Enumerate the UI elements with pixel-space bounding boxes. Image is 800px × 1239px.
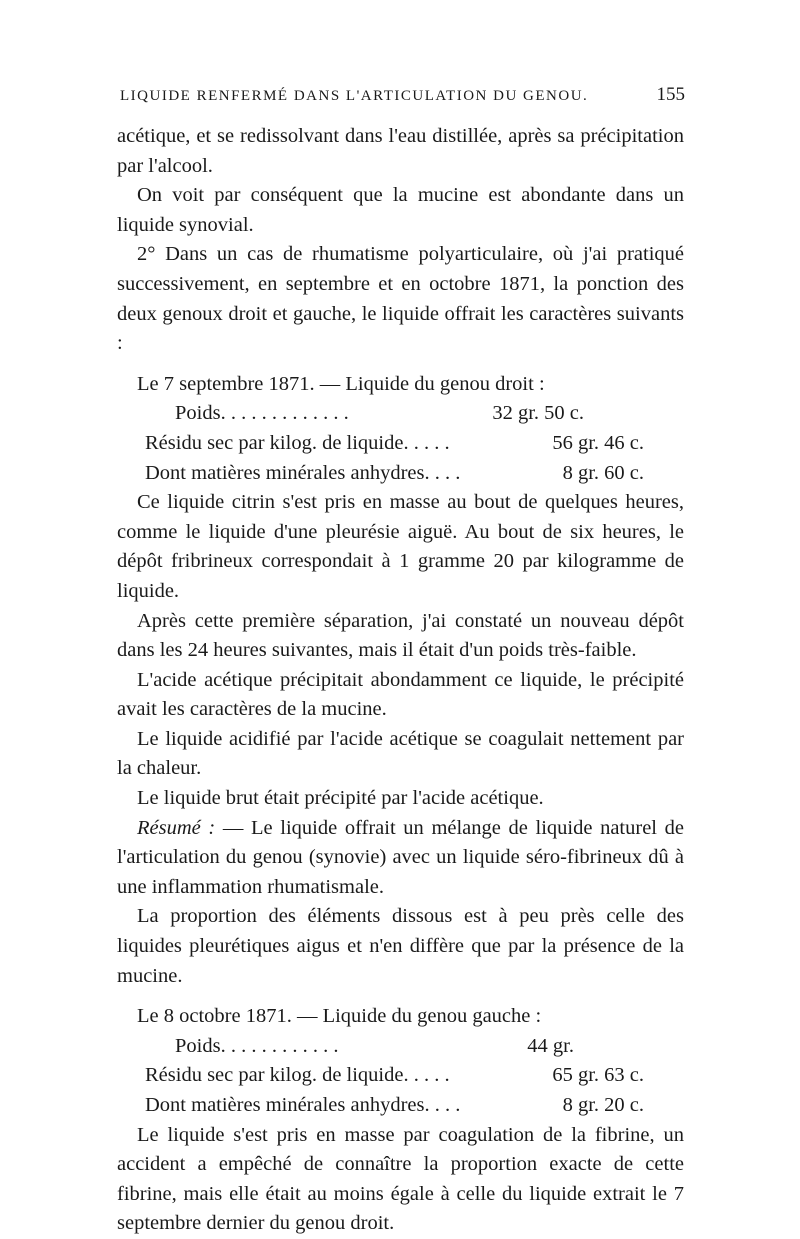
running-header (120, 84, 685, 105)
table-label: Résidu sec par kilog. de liquide. . . . . (145, 431, 450, 454)
paragraph: La proportion des éléments dissous est à peu près celle des liquides pleurétiques aigus et n'en diffère que par la présence de la mucine. (117, 905, 684, 987)
table-label: Dont matières minérales anhydres. . . . (145, 1094, 461, 1116)
table2-row-residue (117, 1061, 684, 1091)
paragraph: L'acide acétique précipitait abondamment ce liquide, le précipité avait les caractères de la mucine. (117, 668, 684, 721)
running-title: LIQUIDE RENFERMÉ DANS L'ARTICULATION DU GENOU. (120, 88, 589, 104)
paragraph: Le liquide acidifié par l'acide acétique se coagulait nettement par la chaleur. (117, 727, 684, 780)
paragraph: Ce liquide citrin s'est pris en masse au bout de quelques heures, comme le liquide d'une pleurésie aiguë. Au bout de six heures, le dépôt fribrineux correspondait à 1 gramme 20 par kilogramme de liquide. (117, 491, 684, 602)
summary-paragraph (117, 814, 684, 903)
table-label: Résidu sec par kilog. de liquide. . . . . (145, 1064, 450, 1087)
table-label: Poids. . . . . . . . . . . . . (175, 402, 349, 425)
table2-row-minerals (117, 1091, 684, 1121)
table2-row-weight (117, 1032, 684, 1062)
summary-label: Résumé : (137, 816, 216, 839)
paragraph: 2° Dans un cas de rhumatisme polyarticulaire, où j'ai pratiqué successivement, en septembre et en octobre 1871, la ponction des deux genoux droit et gauche, le liquide offrait les caractères suivants : (117, 243, 684, 355)
paragraph: Le 8 octobre 1871. — Liquide du genou gauche : (137, 1005, 542, 1028)
page-body (117, 122, 684, 1239)
table-label: Poids. . . . . . . . . . . . (175, 1034, 339, 1057)
page-number: 155 (656, 84, 685, 105)
table-label: Dont matières minérales anhydres. . . . (145, 461, 461, 484)
summary-text: — Le liquide offrait un mélange de liquide naturel de l'articulation du genou (synovie) avec un liquide séro-fibrineux dû à une inflammation rhumatismale. (117, 816, 684, 898)
table-value: 44 gr. (527, 1034, 574, 1057)
paragraph: Le 7 septembre 1871. — Liquide du genou droit : (137, 372, 545, 395)
table-value: 56 gr. 46 c. (552, 431, 644, 454)
paragraph: On voit par conséquent que la mucine est abondante dans un liquide synovial. (117, 184, 684, 236)
table-value: 65 gr. 63 c. (552, 1064, 644, 1087)
table1-row-weight (117, 399, 684, 429)
table-value: 8 gr. 20 c. (562, 1094, 644, 1116)
paragraph: Le liquide brut était précipité par l'acide acétique. (137, 787, 544, 810)
paragraph: Le liquide s'est pris en masse par coagulation de la fibrine, un accident a empêché de connaître la proportion exacte de cette fibrine, mais elle était au moins égale à celle du liquide extrait le 7 septembre dernier du genou droit. (117, 1123, 684, 1235)
table-value: 32 gr. 50 c. (492, 402, 584, 425)
paragraph: acétique, et se redissolvant dans l'eau distillée, après sa précipitation par l'alcool. (117, 125, 684, 177)
paragraph: Après cette première séparation, j'ai constaté un nouveau dépôt dans les 24 heures suivantes, mais il était d'un poids très-faible. (117, 609, 684, 662)
table1-row-residue (117, 429, 684, 459)
table1-row-minerals (117, 459, 684, 489)
table-value: 8 gr. 60 c. (562, 461, 644, 484)
